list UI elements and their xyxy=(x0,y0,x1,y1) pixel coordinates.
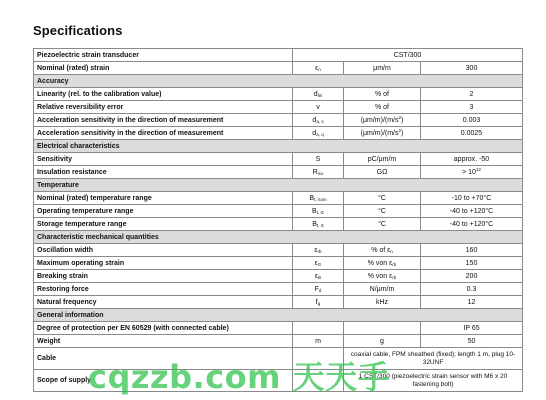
row-value xyxy=(421,127,523,140)
row-label: Degree of protection per EN 60529 (with connected cable) xyxy=(34,322,293,335)
value-text: > 10 xyxy=(462,168,476,176)
row-label: Relative reversibility error xyxy=(34,101,293,114)
unit-subscript: rb xyxy=(392,274,397,280)
unit-text: °C xyxy=(378,194,386,202)
unit-text: % von ε xyxy=(367,259,393,267)
spec-row xyxy=(34,101,523,114)
row-unit xyxy=(344,322,421,335)
symbol-text: B xyxy=(312,207,317,215)
spec-row xyxy=(34,88,523,101)
watermark: cqzzb.com 天天手 xyxy=(88,358,391,396)
row-unit xyxy=(344,283,421,296)
value-text: 160 xyxy=(465,246,478,254)
unit-superscript: 2 xyxy=(398,114,402,120)
row-value xyxy=(421,101,523,114)
row-label: Insulation resistance xyxy=(34,166,293,179)
spec-row xyxy=(34,114,523,127)
spec-row xyxy=(34,218,523,231)
symbol-subscript: t, G xyxy=(316,209,324,215)
unit-text: kHz xyxy=(375,298,389,306)
row-unit xyxy=(344,205,421,218)
row-unit xyxy=(344,166,421,179)
row-symbol xyxy=(293,322,344,335)
symbol-text: B xyxy=(312,220,317,228)
symbol-text: m xyxy=(315,337,321,345)
row-value: 1 CST/300 (piezoelectric strain sensor with M6 x 20 fastening bolt) xyxy=(344,370,523,392)
unit-text: μm/m xyxy=(373,64,391,72)
row-symbol xyxy=(293,166,344,179)
symbol-subscript: t, S xyxy=(316,222,324,228)
symbol-text: d xyxy=(312,116,317,124)
symbol-text: S xyxy=(315,155,321,163)
specifications-table xyxy=(33,48,523,392)
row-unit xyxy=(344,244,421,257)
row-symbol xyxy=(293,270,344,283)
spec-row xyxy=(34,296,523,309)
unit-text: (μm/m)/(m/s xyxy=(360,129,399,137)
spec-row xyxy=(34,166,523,179)
row-value xyxy=(421,218,523,231)
value-text: approx. -50 xyxy=(453,155,490,163)
row-value xyxy=(421,283,523,296)
spec-row xyxy=(34,335,523,348)
symbol-text: ε xyxy=(314,246,318,254)
row-unit xyxy=(344,335,421,348)
symbol-text: F xyxy=(314,285,319,293)
row-label: Operating temperature range xyxy=(34,205,293,218)
row-value xyxy=(421,205,523,218)
row-value: CST/300 xyxy=(293,49,523,62)
unit-text: % of xyxy=(374,103,389,111)
row-value: coaxial cable, FPM sheathed (fixed); length 1 m, plug 10-32UNF xyxy=(344,348,523,370)
value-text: 12 xyxy=(467,298,476,306)
unit-text: °C xyxy=(378,207,386,215)
row-symbol xyxy=(293,218,344,231)
row-value xyxy=(421,192,523,205)
symbol-text: ε xyxy=(315,64,319,72)
symbol-text: ε xyxy=(314,272,319,280)
row-value xyxy=(421,244,523,257)
row-label: Nominal (rated) strain xyxy=(34,62,293,75)
row-label: Sensitivity xyxy=(34,153,293,166)
row-label: Weight xyxy=(34,335,293,348)
value-text: -40 to +120°C xyxy=(449,207,494,215)
symbol-subscript: d xyxy=(318,287,322,293)
unit-superscript: 2 xyxy=(398,127,402,133)
value-text: 300 xyxy=(465,64,478,72)
spec-row xyxy=(34,322,523,335)
row-label: Natural frequency xyxy=(34,296,293,309)
row-symbol xyxy=(293,335,344,348)
row-symbol xyxy=(293,244,344,257)
section-header-row xyxy=(34,231,523,244)
row-unit xyxy=(344,192,421,205)
section-header-row xyxy=(34,140,523,153)
value-text: -40 to +120°C xyxy=(449,220,494,228)
unit-suffix: ) xyxy=(401,116,404,124)
row-unit xyxy=(344,62,421,75)
spec-row xyxy=(34,62,523,75)
row-label: Restoring force xyxy=(34,283,293,296)
symbol-subscript: t, nom xyxy=(314,196,327,202)
spec-row xyxy=(34,153,523,166)
row-unit xyxy=(344,127,421,140)
unit-text: g xyxy=(380,337,384,345)
section-title: Characteristic mechanical quantities xyxy=(34,231,523,244)
row-label: Acceleration sensitivity in the direction of measurement xyxy=(34,127,293,140)
row-symbol xyxy=(293,205,344,218)
symbol-text: v xyxy=(316,103,320,111)
spec-row xyxy=(34,244,523,257)
row-value xyxy=(421,257,523,270)
row-value xyxy=(421,62,523,75)
row-label: Scope of supply xyxy=(34,370,293,392)
unit-text: % von ε xyxy=(367,272,393,280)
row-label: Acceleration sensitivity in the direction of measurement xyxy=(34,114,293,127)
row-label: Oscillation width xyxy=(34,244,293,257)
row-label: Maximum operating strain xyxy=(34,257,293,270)
section-header-row xyxy=(34,179,523,192)
unit-text: % of xyxy=(374,90,389,98)
spec-row xyxy=(34,283,523,296)
row-symbol xyxy=(293,62,344,75)
row-symbol xyxy=(293,88,344,101)
row-value xyxy=(421,270,523,283)
symbol-subscript: G xyxy=(317,261,322,267)
symbol-text: f xyxy=(315,298,318,306)
unit-text: °C xyxy=(378,220,386,228)
unit-text: (μm/m)/(m/s xyxy=(360,116,399,124)
symbol-text: B xyxy=(309,194,315,202)
unit-subscript: n xyxy=(390,248,393,254)
row-symbol xyxy=(293,283,344,296)
symbol-subscript: lin xyxy=(317,92,323,98)
symbol-subscript: rb xyxy=(317,248,322,254)
row-value xyxy=(421,166,523,179)
symbol-text: R xyxy=(312,168,318,176)
row-unit xyxy=(344,296,421,309)
section-title: General information xyxy=(34,309,523,322)
row-unit xyxy=(344,257,421,270)
symbol-subscript: n xyxy=(318,66,321,72)
unit-subscript: rb xyxy=(392,261,397,267)
spec-row xyxy=(34,192,523,205)
symbol-subscript: a, q xyxy=(316,131,324,137)
row-symbol xyxy=(293,101,344,114)
value-text: 150 xyxy=(465,259,478,267)
row-label: Cable xyxy=(34,348,293,370)
value-text: 50 xyxy=(467,337,476,345)
row-symbol xyxy=(293,114,344,127)
value-text: 0.0025 xyxy=(460,129,483,137)
value-superscript: 12 xyxy=(475,166,481,172)
value-text: 3 xyxy=(469,103,474,111)
symbol-text: d xyxy=(312,129,317,137)
row-unit xyxy=(344,101,421,114)
section-header-row xyxy=(34,309,523,322)
row-label: Breaking strain xyxy=(34,270,293,283)
row-symbol xyxy=(293,192,344,205)
section-title: Accuracy xyxy=(34,75,523,88)
section-title: Temperature xyxy=(34,179,523,192)
row-unit xyxy=(344,88,421,101)
spec-row xyxy=(34,49,523,62)
symbol-subscript: iso xyxy=(317,170,324,176)
section-title: Electrical characteristics xyxy=(34,140,523,153)
row-label: Storage temperature range xyxy=(34,218,293,231)
page-title: Specifications xyxy=(33,23,123,38)
row-symbol xyxy=(293,257,344,270)
spec-row xyxy=(34,257,523,270)
row-value xyxy=(421,153,523,166)
row-unit xyxy=(344,114,421,127)
spec-row xyxy=(34,127,523,140)
row-unit xyxy=(344,218,421,231)
symbol-subscript: a, s xyxy=(316,118,324,124)
row-label: Nominal (rated) temperature range xyxy=(34,192,293,205)
unit-suffix: ) xyxy=(401,129,404,137)
value-text: 0.003 xyxy=(462,116,481,124)
row-label: Linearity (rel. to the calibration value) xyxy=(34,88,293,101)
value-text: IP 65 xyxy=(463,324,480,332)
symbol-text: ε xyxy=(314,259,318,267)
section-header-row xyxy=(34,75,523,88)
unit-text: % of ε xyxy=(371,246,391,254)
symbol-text: d xyxy=(313,90,318,98)
row-value xyxy=(421,335,523,348)
row-value xyxy=(421,88,523,101)
row-value xyxy=(421,114,523,127)
unit-text: pC/μm/m xyxy=(367,155,397,163)
row-value xyxy=(421,296,523,309)
spec-row xyxy=(34,205,523,218)
symbol-subscript: B xyxy=(318,274,322,280)
symbol-subscript: g xyxy=(317,300,321,306)
row-unit xyxy=(344,270,421,283)
value-text: 0.3 xyxy=(466,285,477,293)
value-text: 200 xyxy=(465,272,478,280)
unit-text: GΩ xyxy=(376,168,388,176)
value-text: -10 to +70°C xyxy=(451,194,492,202)
unit-text: N/μm/m xyxy=(369,285,395,293)
row-symbol xyxy=(293,296,344,309)
spec-row xyxy=(34,270,523,283)
row-label: Piezoelectric strain transducer xyxy=(34,49,293,62)
value-text: 2 xyxy=(469,90,474,98)
row-value xyxy=(421,322,523,335)
row-symbol xyxy=(293,127,344,140)
row-unit xyxy=(344,153,421,166)
row-symbol xyxy=(293,153,344,166)
